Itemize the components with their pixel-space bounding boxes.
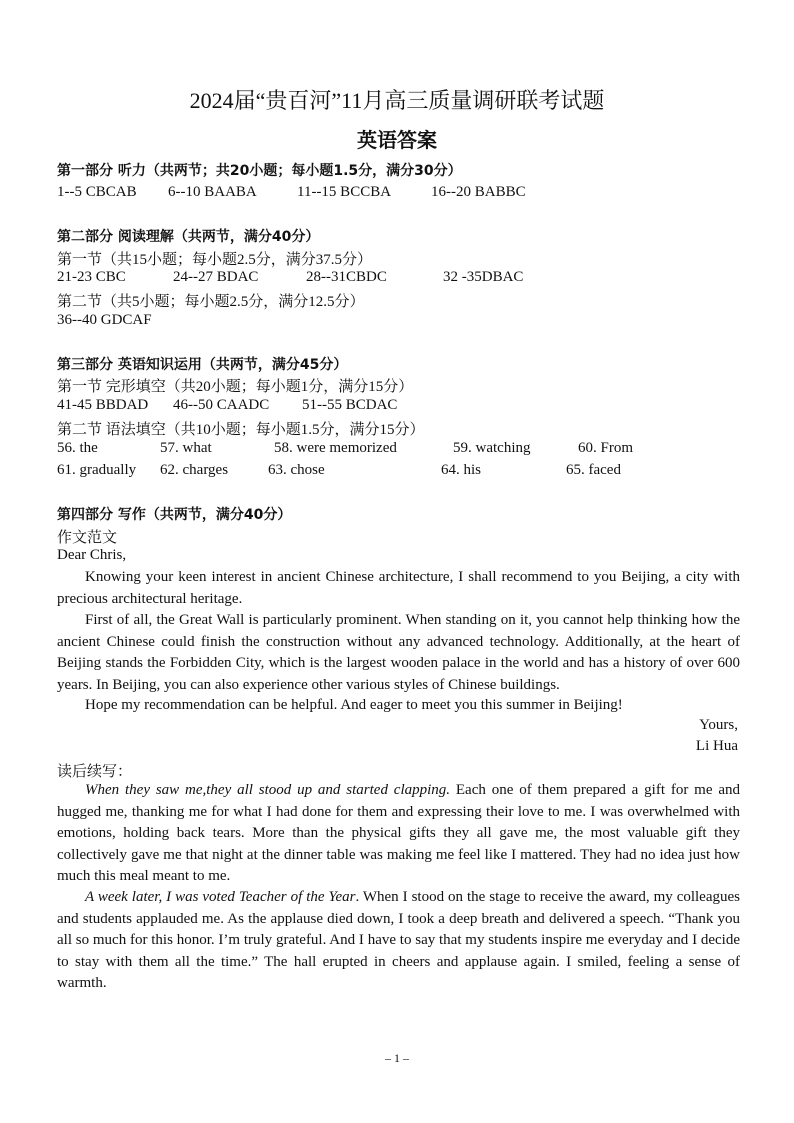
grammar-answer: 62. charges bbox=[160, 462, 229, 478]
grammar-answer: 61. gradually bbox=[57, 462, 137, 478]
paragraph-lead-sentence: When they saw me,they all stood up and started clapping. bbox=[85, 782, 451, 798]
answer-group: 51--55 BCDAC bbox=[302, 397, 398, 413]
part1-heading: 第一部分 听力（共两节；共20小题；每小题1.5分，满分30分） bbox=[57, 163, 462, 179]
section-label: 第二节 语法填空（共10小题；每小题1.5分，满分15分） bbox=[57, 422, 425, 438]
answer-group: 28--31CBDC bbox=[306, 269, 387, 285]
answer-group: 36--40 GDCAF bbox=[57, 312, 152, 328]
paragraph-body: Each one of them prepared a gift for me and hugged me, thanking me for what I had done for them and expressing their love to me. I was overwhelmed with emotions, holding back tears. More than the physical gifts they all gave me, the most valuable gift they collectively gave me that night at the dinner table was making me feel like I mattered. They had no idea just how much this meal meant to me. bbox=[57, 782, 740, 884]
grammar-answer: 63. chose bbox=[268, 462, 325, 478]
paragraph-body: . When I stood on the stage to receive the award, my colleagues and students applauded me. As the applause died down, I took a deep breath and delivered a speech. “Thank you all so much for this honor. I’m truly grateful. And I have to say that my students inspire me everyday and I decide to stay with them all the time.” The hall erupted in cheers and applause again. I smiled, feeling a sense of warmth. bbox=[57, 889, 740, 991]
essay-label: 作文范文 bbox=[57, 530, 118, 546]
page-title: 2024届“贵百河”11月高三质量调研联考试题 bbox=[189, 88, 605, 113]
continuation-paragraph bbox=[57, 780, 740, 888]
continuation-paragraph bbox=[57, 887, 740, 995]
essay-paragraph: Knowing your keen interest in ancient Chinese architecture, I shall recommend to you Beijing, a city with precious architectural heritage. bbox=[57, 569, 740, 607]
answer-group: 1--5 CBCAB bbox=[57, 184, 137, 200]
answer-group: 32 -35DBAC bbox=[443, 269, 524, 285]
signature: Li Hua bbox=[695, 738, 738, 754]
grammar-answer: 57. what bbox=[160, 440, 212, 456]
paragraph-lead-sentence: A week later, I was voted Teacher of the Year bbox=[85, 889, 356, 905]
section-label: 第二节（共5小题；每小题2.5分，满分12.5分） bbox=[57, 294, 365, 310]
grammar-answer: 65. faced bbox=[566, 462, 621, 478]
continuation-label: 读后续写： bbox=[57, 764, 133, 780]
section-label: 第一节（共15小题；每小题2.5分，满分37.5分） bbox=[57, 252, 373, 268]
answer-group: 21-23 CBC bbox=[57, 269, 126, 285]
grammar-answer: 64. his bbox=[441, 462, 482, 478]
essay-paragraph: First of all, the Great Wall is particularly prominent. When standing on it, you cannot help thinking how the ancient Chinese could finish the construction without any advanced technology. Additionally, at the heart of Beijing stands the Forbidden City, which is the largest wooden palace in the world and has a history of over 600 years. In Beijing, you can also experience other various styles of Chinese buildings. bbox=[57, 612, 740, 693]
essay-paragraph: Hope my recommendation can be helpful. And eager to meet you this summer in Beijing! bbox=[85, 697, 623, 713]
grammar-answer: 59. watching bbox=[453, 440, 531, 456]
grammar-answer: 60. From bbox=[578, 440, 634, 456]
grammar-answer: 58. were memorized bbox=[274, 440, 397, 456]
salutation: Dear Chris, bbox=[57, 547, 127, 563]
answer-group: 24--27 BDAC bbox=[173, 269, 259, 285]
section-label: 第一节 完形填空（共20小题；每小题1分，满分15分） bbox=[57, 379, 414, 395]
part2-heading: 第二部分 阅读理解（共两节，满分40分） bbox=[57, 229, 320, 245]
answer-group: 16--20 BABBC bbox=[431, 184, 526, 200]
answer-group: 46--50 CAADC bbox=[173, 397, 270, 413]
answer-group: 6--10 BAABA bbox=[168, 184, 257, 200]
part4-heading: 第四部分 写作（共两节，满分40分） bbox=[57, 507, 292, 523]
closing: Yours, bbox=[699, 717, 738, 733]
page-number: – 1 – bbox=[385, 1051, 409, 1065]
answer-group: 41-45 BBDAD bbox=[57, 397, 149, 413]
page-subtitle: 英语答案 bbox=[357, 128, 437, 152]
grammar-answer: 56. the bbox=[57, 440, 98, 456]
answer-group: 11--15 BCCBA bbox=[297, 184, 392, 200]
part3-heading: 第三部分 英语知识运用（共两节，满分45分） bbox=[57, 357, 348, 373]
